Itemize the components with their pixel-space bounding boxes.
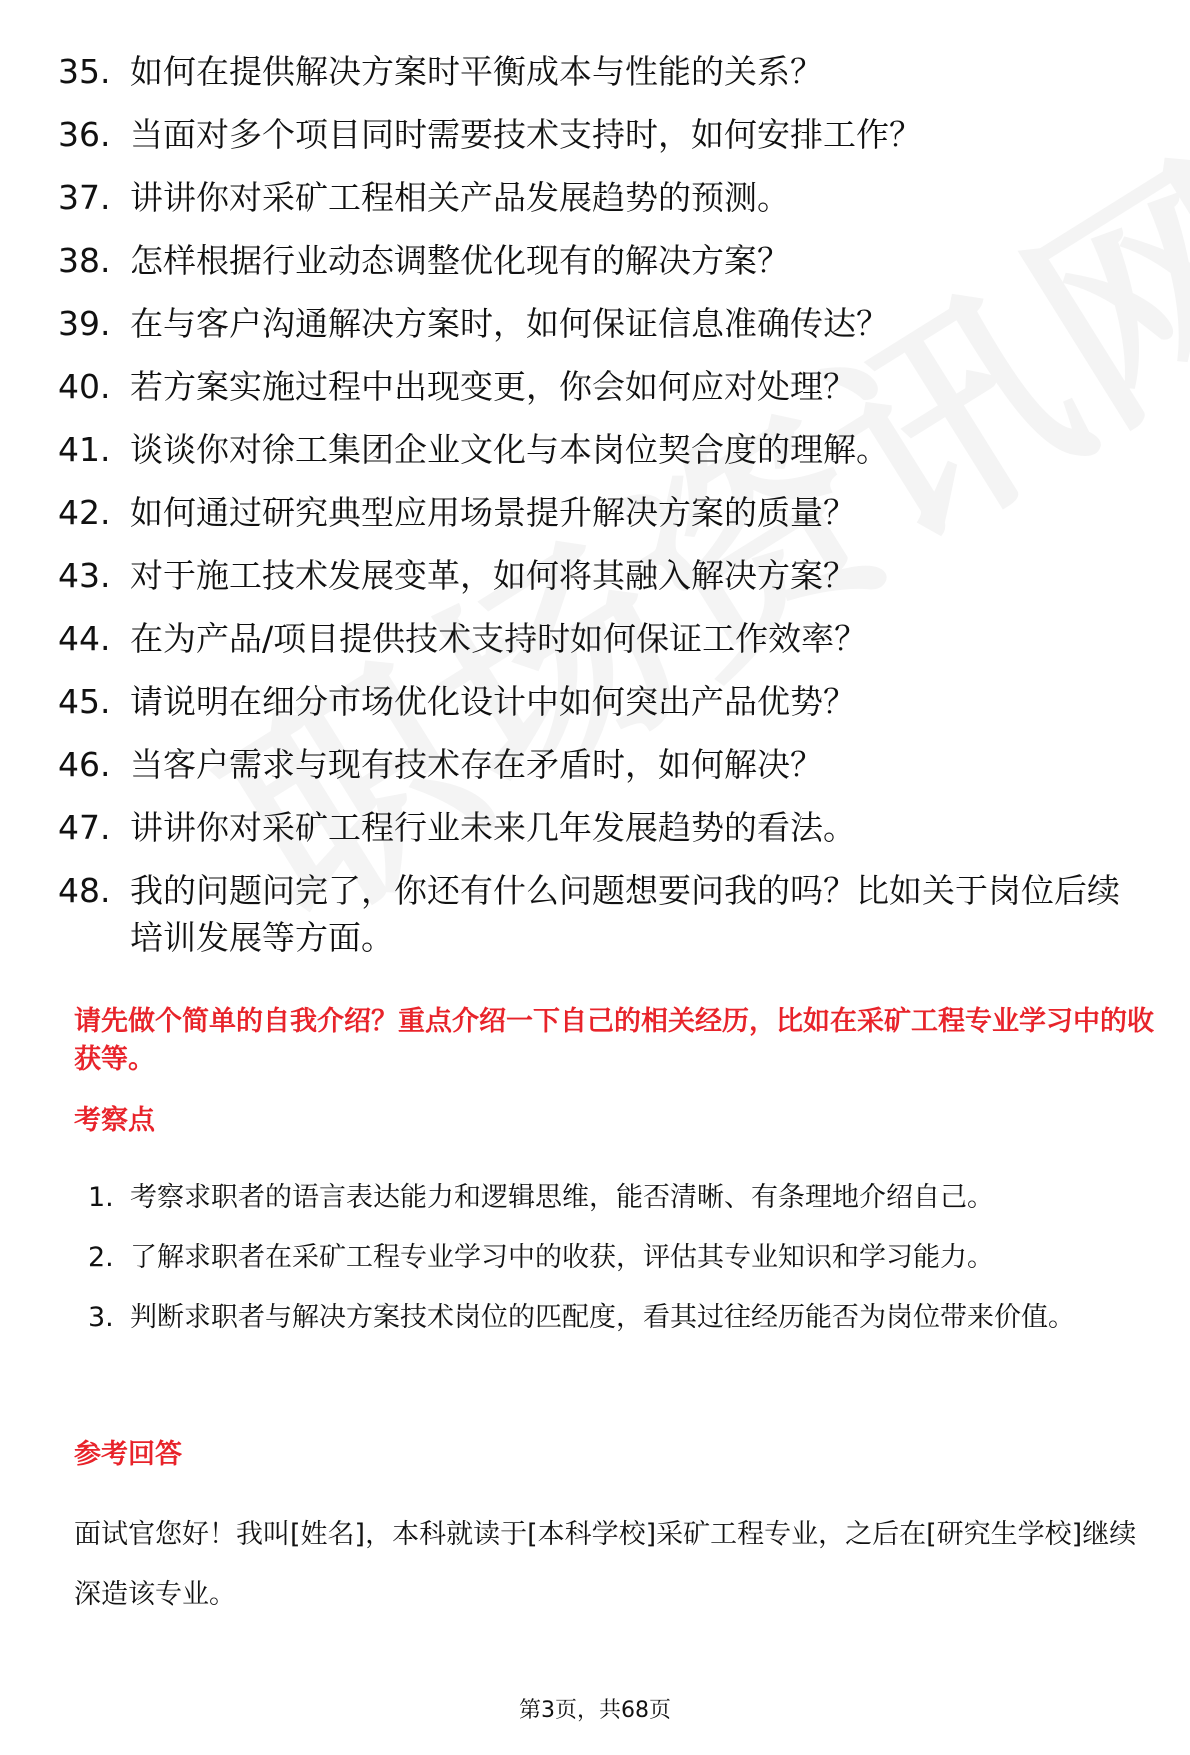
- featured-question: 请先做个简单的自我介绍？重点介绍一下自己的相关经历，比如在采矿工程专业学习中的收获等。: [74, 1006, 1154, 1075]
- question-item: [58, 237, 1148, 284]
- question-item: [58, 552, 1148, 599]
- answer-text: 面试官您好！我叫[姓名]，本科就读于[本科学校]采矿工程专业，之后在[研究生学校]继续深造该专业。: [74, 1519, 1137, 1610]
- question-number: 40.: [58, 367, 111, 406]
- point-text: 了解求职者在采矿工程专业学习中的收获，评估其专业知识和学习能力。: [130, 1242, 994, 1273]
- question-item: [58, 741, 1148, 788]
- question-item: [58, 111, 1148, 158]
- question-number: 35.: [58, 52, 111, 91]
- question-item: [58, 363, 1148, 410]
- question-text: 如何在提供解决方案时平衡成本与性能的关系？: [130, 52, 823, 91]
- question-number: 42.: [58, 493, 111, 532]
- question-number: 44.: [58, 619, 111, 658]
- point-text: 判断求职者与解决方案技术岗位的匹配度，看其过往经历能否为岗位带来价值。: [130, 1302, 1075, 1333]
- question-text: 怎样根据行业动态调整优化现有的解决方案？: [130, 241, 790, 280]
- question-text: 我的问题问完了，你还有什么问题想要问我的吗？比如关于岗位后续培训发展等方面。: [130, 871, 1120, 957]
- question-number: 37.: [58, 178, 111, 217]
- point-number: 2.: [88, 1242, 114, 1273]
- question-item: [58, 174, 1148, 221]
- point-item: [88, 1288, 1148, 1348]
- question-number: 48.: [58, 871, 111, 910]
- points-heading: 考察点: [74, 1105, 155, 1136]
- question-item: [58, 426, 1148, 473]
- question-text: 当客户需求与现有技术存在矛盾时，如何解决？: [130, 745, 823, 784]
- question-item: [58, 300, 1148, 347]
- question-number: 38.: [58, 241, 111, 280]
- question-number: 36.: [58, 115, 111, 154]
- question-number: 45.: [58, 682, 111, 721]
- answer-heading: 参考回答: [74, 1439, 182, 1470]
- question-item: [58, 678, 1148, 725]
- question-number: 41.: [58, 430, 111, 469]
- question-text: 如何通过研究典型应用场景提升解决方案的质量？: [130, 493, 856, 532]
- question-text: 若方案实施过程中出现变更，你会如何应对处理？: [130, 367, 856, 406]
- question-number: 39.: [58, 304, 111, 343]
- question-item: [58, 489, 1148, 536]
- point-item: [88, 1228, 1148, 1288]
- question-number: 43.: [58, 556, 111, 595]
- question-text: 讲讲你对采矿工程相关产品发展趋势的预测。: [130, 178, 790, 217]
- question-text: 请说明在细分市场优化设计中如何突出产品优势？: [130, 682, 856, 721]
- question-text: 在为产品/项目提供技术支持时如何保证工作效率？: [130, 619, 868, 658]
- question-text: 在与客户沟通解决方案时，如何保证信息准确传达？: [130, 304, 889, 343]
- question-item: [58, 804, 1148, 851]
- page-footer: 第3页，共68页: [519, 1698, 671, 1723]
- question-item: [58, 615, 1148, 662]
- point-text: 考察求职者的语言表达能力和逻辑思维，能否清晰、有条理地介绍自己。: [130, 1182, 994, 1213]
- question-text: 谈谈你对徐工集团企业文化与本岗位契合度的理解。: [130, 430, 889, 469]
- question-text: 讲讲你对采矿工程行业未来几年发展趋势的看法。: [130, 808, 856, 847]
- question-list: [58, 48, 1148, 977]
- point-item: [88, 1168, 1148, 1228]
- question-text: 对于施工技术发展变革，如何将其融入解决方案？: [130, 556, 856, 595]
- question-item: [58, 867, 1148, 961]
- points-list: [88, 1168, 1148, 1348]
- question-number: 47.: [58, 808, 111, 847]
- point-number: 1.: [88, 1182, 114, 1213]
- question-item: [58, 48, 1148, 95]
- question-text: 当面对多个项目同时需要技术支持时，如何安排工作？: [130, 115, 922, 154]
- question-number: 46.: [58, 745, 111, 784]
- point-number: 3.: [88, 1302, 114, 1333]
